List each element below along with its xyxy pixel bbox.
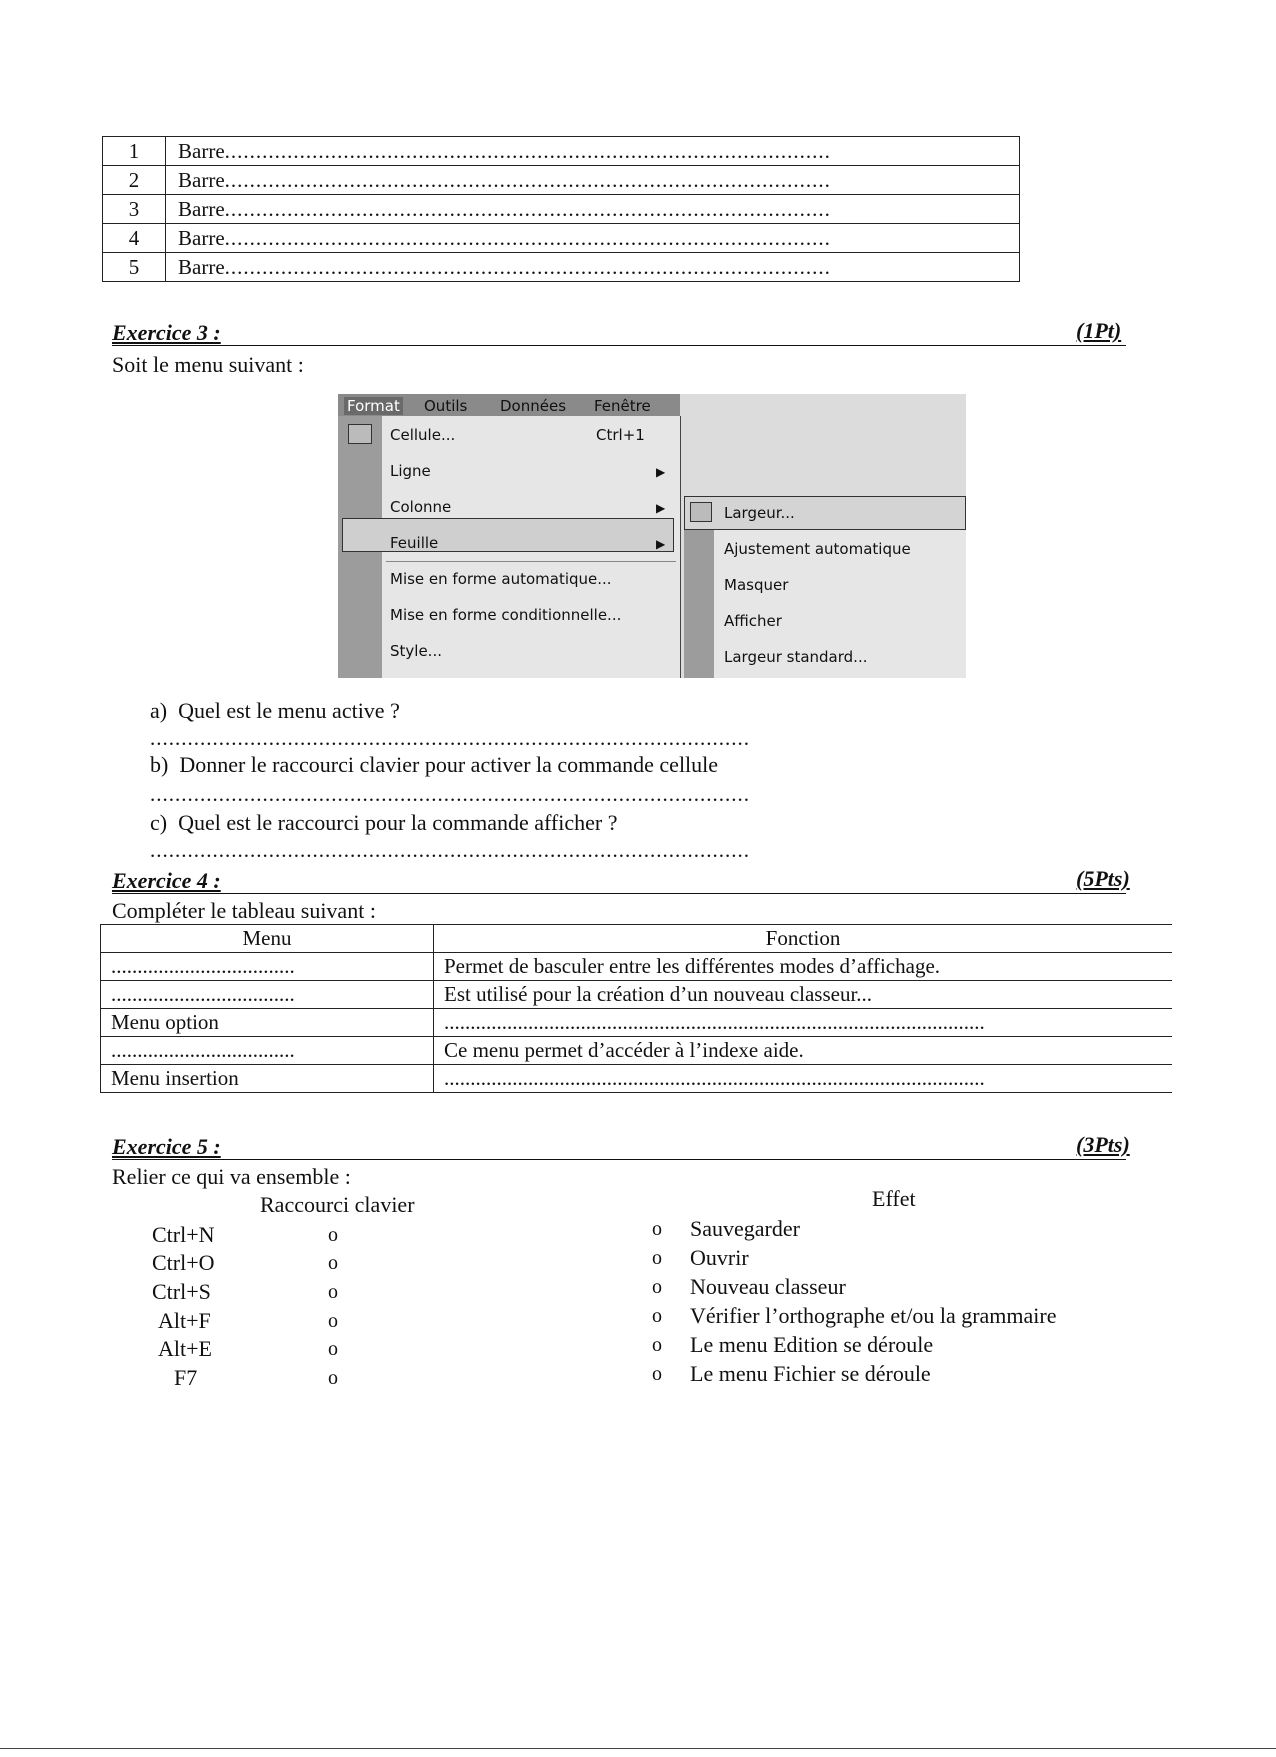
menu-separator [386, 561, 676, 562]
effect-label: Sauvegarder [690, 1216, 800, 1241]
answer-blank[interactable]: ................................................................................................. [224, 226, 831, 250]
menu-bar [338, 394, 680, 416]
menu-item-cellule[interactable]: Cellule... [390, 426, 456, 444]
exercise5-title: Exercice 5 : [112, 1134, 221, 1159]
barre-text: Barre [178, 255, 225, 279]
table-row [103, 166, 1020, 195]
table-row [101, 1037, 1173, 1065]
row-label [166, 253, 1020, 282]
menu-format[interactable]: Format [344, 397, 403, 415]
submenu-item-largeur-standard[interactable]: Largeur standard... [724, 648, 868, 666]
table-row [101, 953, 1173, 981]
exercise4-table [100, 924, 1172, 1093]
exercise3-title: Exercice 3 : [112, 320, 221, 345]
cellule-shortcut: Ctrl+1 [596, 426, 645, 444]
menu-donnees[interactable]: Données [500, 397, 567, 415]
effect-label: Le menu Edition se déroule [690, 1332, 934, 1357]
submenu-item-ajustement[interactable]: Ajustement automatique [724, 540, 911, 558]
header-fonction: Fonction [434, 925, 1173, 953]
table-row [103, 137, 1020, 166]
effect-label: Ouvrir [690, 1245, 749, 1270]
row-number: 2 [103, 166, 166, 195]
format-dropdown [338, 416, 681, 678]
page-bottom-rule [0, 1748, 1276, 1749]
question-a [150, 698, 400, 724]
row-label [166, 166, 1020, 195]
exercise4-title: Exercice 4 : [112, 868, 221, 893]
fonction-cell[interactable]: ....................................................................................................... [434, 1065, 1173, 1093]
cells-icon [348, 424, 372, 444]
menu-cell[interactable]: ................................... [101, 981, 434, 1009]
barre-text: Barre [178, 226, 225, 250]
effect-label: Vérifier l’orthographe et/ou la grammaire [690, 1303, 1057, 1328]
connector-bullet[interactable]: o [328, 1367, 338, 1389]
column-header-effect: Effet [872, 1186, 916, 1211]
answer-blank[interactable]: ................................................................................................. [224, 139, 831, 163]
answer-line[interactable]: ................................................................................................ [150, 726, 750, 750]
question-c [150, 810, 617, 836]
barre-text: Barre [178, 139, 225, 163]
menu-item-colonne[interactable]: Colonne [390, 498, 452, 516]
row-label [166, 195, 1020, 224]
colonne-submenu [684, 496, 966, 678]
row-number: 1 [103, 137, 166, 166]
connector-bullet[interactable]: o [328, 1224, 338, 1246]
exercise3-points: (1Pt) [1076, 318, 1122, 343]
question-label: c) [150, 810, 168, 835]
row-number: 5 [103, 253, 166, 282]
connector-bullet[interactable]: o [652, 1218, 662, 1240]
exercise5-points: (3Pts) [1076, 1132, 1130, 1157]
column-width-icon [690, 502, 712, 522]
answer-blank[interactable]: ................................................................................................. [224, 197, 831, 221]
question-text: Donner le raccourci clavier pour activer la commande cellule [179, 752, 719, 777]
exercise3-intro: Soit le menu suivant : [112, 352, 304, 377]
row-number: 3 [103, 195, 166, 224]
table-header-row [101, 925, 1173, 953]
section-divider [112, 893, 1126, 894]
barre-text: Barre [178, 197, 225, 221]
answer-line[interactable]: ................................................................................................ [150, 838, 750, 862]
row-number: 4 [103, 224, 166, 253]
shortcut-label: Alt+F [158, 1308, 211, 1333]
submenu-item-afficher[interactable]: Afficher [724, 612, 782, 630]
section-divider [112, 345, 1126, 346]
table-row [101, 1009, 1173, 1037]
section-divider [112, 1159, 1126, 1160]
submenu-arrow-icon: ▶ [656, 501, 666, 515]
column-header-shortcut: Raccourci clavier [260, 1192, 415, 1217]
menu-cell: Menu insertion [101, 1065, 434, 1093]
menu-fenetre[interactable]: Fenêtre [594, 397, 651, 415]
shortcut-label: Alt+E [158, 1336, 212, 1361]
connector-bullet[interactable]: o [328, 1281, 338, 1303]
connector-bullet[interactable]: o [652, 1247, 662, 1269]
row-label [166, 224, 1020, 253]
menu-item-style[interactable]: Style... [390, 642, 442, 660]
menu-cell: Menu option [101, 1009, 434, 1037]
exercise5-intro: Relier ce qui va ensemble : [112, 1164, 351, 1189]
connector-bullet[interactable]: o [328, 1338, 338, 1360]
submenu-arrow-icon: ▶ [656, 537, 666, 551]
row-label [166, 137, 1020, 166]
connector-bullet[interactable]: o [652, 1276, 662, 1298]
menu-item-mise-en-forme-auto[interactable]: Mise en forme automatique... [390, 570, 612, 588]
connector-bullet[interactable]: o [652, 1334, 662, 1356]
fonction-cell[interactable]: ....................................................................................................... [434, 1009, 1173, 1037]
question-text: Quel est le raccourci pour la commande afficher ? [178, 810, 618, 835]
fonction-cell: Permet de basculer entre les différentes modes d’affichage. [434, 953, 1173, 981]
question-label: b) [150, 752, 169, 777]
menu-item-mise-en-forme-cond[interactable]: Mise en forme conditionnelle... [390, 606, 622, 624]
connector-bullet[interactable]: o [328, 1252, 338, 1274]
shortcut-label: Ctrl+S [152, 1279, 211, 1304]
connector-bullet[interactable]: o [328, 1310, 338, 1332]
barre-text: Barre [178, 168, 225, 192]
menu-cell[interactable]: ................................... [101, 1037, 434, 1065]
excel-menu-screenshot [338, 394, 966, 678]
fonction-cell: Ce menu permet d’accéder à l’indexe aide. [434, 1037, 1173, 1065]
menu-cell[interactable]: ................................... [101, 953, 434, 981]
answer-blank[interactable]: ................................................................................................. [224, 168, 831, 192]
table-row [103, 195, 1020, 224]
question-label: a) [150, 698, 168, 723]
submenu-item-masquer[interactable]: Masquer [724, 576, 789, 594]
table-row [103, 224, 1020, 253]
connector-bullet[interactable]: o [652, 1363, 662, 1385]
question-text: Quel est le menu active ? [178, 698, 400, 723]
effect-label: Nouveau classeur [690, 1274, 846, 1299]
effect-label: Le menu Fichier se déroule [690, 1361, 931, 1386]
barre-table [102, 136, 1020, 282]
submenu-arrow-icon: ▶ [656, 465, 666, 479]
shortcut-label: Ctrl+O [152, 1250, 215, 1275]
menu-item-feuille[interactable]: Feuille [390, 534, 439, 552]
answer-line[interactable]: ................................................................................................ [150, 782, 750, 806]
connector-bullet[interactable]: o [652, 1305, 662, 1327]
shortcut-label: Ctrl+N [152, 1222, 215, 1247]
submenu-item-largeur[interactable]: Largeur... [724, 504, 795, 522]
fonction-cell: Est utilisé pour la création d’un nouveau classeur... [434, 981, 1173, 1009]
shortcut-label: F7 [174, 1365, 198, 1390]
exercise4-intro: Compléter le tableau suivant : [112, 898, 376, 923]
table-row [101, 981, 1173, 1009]
header-menu: Menu [101, 925, 434, 953]
exercise4-points: (5Pts) [1076, 866, 1130, 891]
table-row [101, 1065, 1173, 1093]
answer-blank[interactable]: ................................................................................................. [224, 255, 831, 279]
question-b [150, 752, 718, 778]
table-row [103, 253, 1020, 282]
menu-outils[interactable]: Outils [424, 397, 468, 415]
menu-item-ligne[interactable]: Ligne [390, 462, 431, 480]
